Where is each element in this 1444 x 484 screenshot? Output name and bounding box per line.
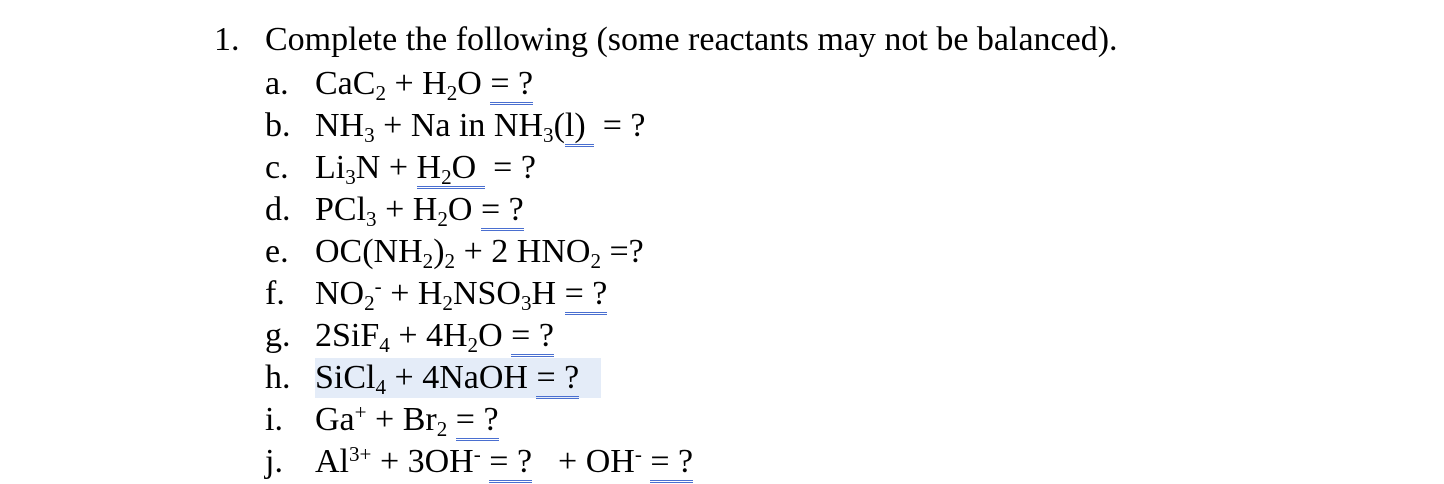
question-1 [214, 20, 1118, 60]
item-equation: $PCl_3 + H_2O$ = ? [315, 191, 524, 232]
item-letter: j. [265, 443, 283, 480]
item-letter: g. [265, 317, 291, 354]
item-equation: $Li_3N + H_2O$ = ? [315, 149, 536, 190]
list-item-a [265, 64, 693, 106]
item-letter: c. [265, 149, 289, 186]
item-equation: $Al^{3+} + 3OH^-$ = ? + OH- = ? [315, 442, 693, 482]
list-item-j [265, 442, 693, 484]
item-equation: $NO_2^- + H_2NSO_3H$ = ? [315, 274, 608, 316]
reaction-list [265, 64, 693, 484]
list-item-g [265, 316, 693, 358]
list-item-d [265, 190, 693, 232]
item-letter: d. [265, 191, 291, 228]
list-item-h [265, 358, 693, 400]
item-equation: $NH_3 + Na$ in $NH_3(l)$ = ? [315, 107, 646, 148]
item-equation: $CaC_2 + H_2O$ = ? [315, 65, 534, 106]
item-letter: e. [265, 233, 289, 270]
item-letter: f. [265, 275, 285, 312]
item-letter: a. [265, 65, 289, 102]
list-item-f [265, 274, 693, 316]
item-equation-highlighted[interactable]: SiCl$_4$ + 4NaOH = ? [315, 358, 601, 398]
item-letter: b. [265, 107, 291, 144]
question-number: 1. [214, 21, 240, 58]
item-equation: $OC(NH_2)_2 + 2$ $HNO_2$ =? [315, 233, 644, 274]
item-letter: i. [265, 401, 283, 438]
list-item-e [265, 232, 693, 274]
question-text: Complete the following (some reactants may not be balanced). [265, 21, 1118, 58]
item-equation: $Ga^+ + Br_2$ = ? [315, 400, 499, 442]
list-item-b [265, 106, 693, 148]
item-letter: h. [265, 359, 291, 396]
item-equation: $2SiF_4 + 4H_2O$ = ? [315, 317, 554, 358]
list-item-i [265, 400, 693, 442]
list-item-c [265, 148, 693, 190]
